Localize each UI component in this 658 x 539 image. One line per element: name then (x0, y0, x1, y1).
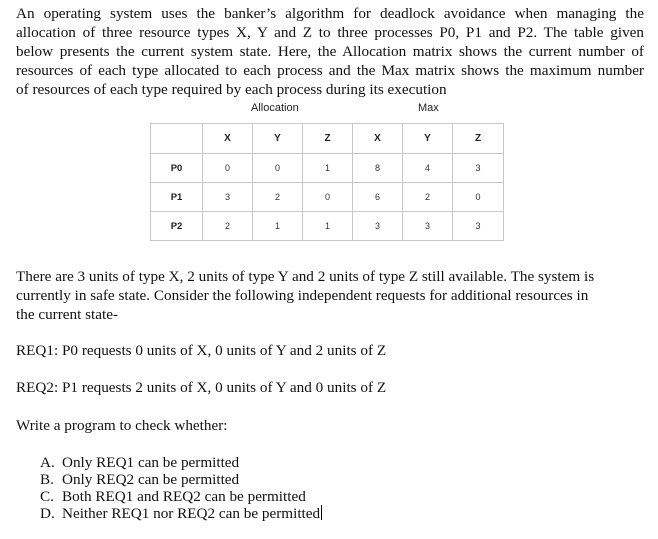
system-state-table (150, 123, 504, 241)
table-cell: 4 (403, 154, 453, 183)
table-cell: 2 (253, 183, 303, 212)
table-cell: 2 (203, 212, 253, 241)
option-text: Only REQ1 can be permitted (62, 454, 240, 471)
col-alloc-z: Z (303, 124, 353, 154)
availability-line-2: currently in safe state. Consider the following independent requests for additional resources in (16, 287, 589, 304)
table-cell: 3 (453, 154, 504, 183)
option-letter: A. (40, 454, 55, 471)
table-cell: 3 (403, 212, 453, 241)
task-prompt: Write a program to check whether: (16, 417, 228, 434)
table-cell: 2 (403, 183, 453, 212)
option-letter: C. (40, 487, 54, 505)
problem-intro (16, 4, 644, 99)
table-cell: 0 (453, 183, 504, 212)
option-text: Both REQ1 and REQ2 can be permitted (62, 487, 306, 505)
table-row (151, 212, 504, 241)
system-state-table-wrapper (150, 98, 504, 244)
col-max-x: X (353, 124, 403, 154)
table-row (151, 154, 504, 183)
request-1: REQ1: P0 requests 0 units of X, 0 units of Y and 2 units of Z (16, 342, 387, 359)
table-cell: 1 (253, 212, 303, 241)
table-cell: 3 (203, 183, 253, 212)
answer-options (40, 455, 322, 523)
table-cell: 6 (353, 183, 403, 212)
intro-line-5: of resources of each type required by each process during its execution (16, 81, 447, 98)
intro-line-1: An operating system uses the banker’s algorithm for deadlock avoidance when managing the (16, 5, 644, 22)
request-2: REQ2: P1 requests 2 units of X, 0 units of Y and 0 units of Z (16, 379, 387, 396)
availability-line-1: There are 3 units of type X, 2 units of type Y and 2 units of type Z still available. The system is (16, 268, 595, 285)
table-cell: 3 (353, 212, 403, 241)
col-max-y: Y (403, 124, 453, 154)
col-alloc-y: Y (253, 124, 303, 154)
option-c (40, 489, 322, 506)
availability-paragraph (16, 267, 636, 324)
option-a (40, 455, 322, 472)
table-row (151, 183, 504, 212)
table-cell: 0 (303, 183, 353, 212)
table-cell: 0 (203, 154, 253, 183)
col-alloc-x: X (203, 124, 253, 154)
header-corner (151, 124, 203, 154)
text-cursor (321, 505, 322, 520)
table-cell: 3 (453, 212, 504, 241)
option-text: Only REQ2 can be permitted (62, 470, 240, 488)
option-letter: B. (40, 470, 54, 488)
option-b (40, 472, 322, 489)
table-cell: 1 (303, 154, 353, 183)
intro-line-2: allocation of three resource types X, Y and Z to three processes P0, P1 and P2. The table given (16, 24, 644, 41)
option-text: Neither REQ1 nor REQ2 can be permitted (62, 505, 321, 523)
option-letter: D. (40, 505, 55, 523)
process-label: P2 (151, 212, 203, 241)
process-label: P0 (151, 154, 203, 183)
max-header: Max (418, 102, 439, 114)
allocation-header: Allocation (251, 102, 299, 114)
col-max-z: Z (453, 124, 504, 154)
table-cell: 1 (303, 212, 353, 241)
availability-line-3: the current state- (16, 306, 119, 323)
intro-line-4: resources of each type allocated to each process and the Max matrix shows the maximum number (16, 62, 644, 79)
option-d (40, 505, 322, 523)
table-cell: 8 (353, 154, 403, 183)
table-header-row (151, 124, 504, 154)
intro-line-3: below presents the current system state. Here, the Allocation matrix shows the current number of (16, 43, 644, 60)
table-cell: 0 (253, 154, 303, 183)
process-label: P1 (151, 183, 203, 212)
